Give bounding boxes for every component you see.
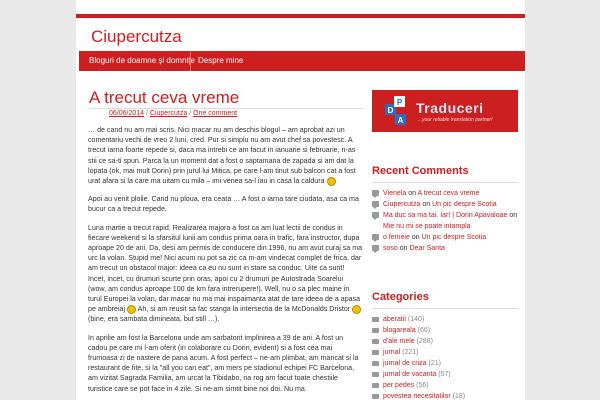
list-item: blogareala (66): [372, 325, 522, 336]
comment-post-link[interactable]: A trecut ceva vreme: [417, 190, 480, 197]
post-comments-link[interactable]: One comment: [193, 110, 238, 117]
categories-title: Categories: [372, 291, 429, 303]
comment-icon: [372, 234, 379, 240]
list-item: jurnal de criza (21): [372, 358, 522, 369]
post-paragraph: In aprilie am fost la Barcelona unde am sarbatorit implinirea a 39 de ani. A fost un cadou pe care mi l-am oferit (in colaborare cu Dorin, evident) si a fost cea mai frumoasa zi de nastere de pana acum. A fost perfect – ne-am plimbat, am mancat si la restaurant de fite, si la "all you can eat", am mers pe stadionul echipei FC Barcelona, am vizitat Sagrada Familia, am urcat la Tibidabo, na rog am facut toate chestiile turistice care se pot face in 4 zile. Si ne-am simtit bine noi doi. Nu ma: [88, 333, 359, 393]
post-author-link[interactable]: Ciupercutza: [149, 110, 188, 117]
comment-author-link[interactable]: soso: [383, 245, 398, 252]
category-link[interactable]: jurnal de vacanta: [383, 371, 437, 378]
category-link[interactable]: jurnal: [383, 349, 401, 356]
comment-icon: [372, 190, 379, 196]
folder-icon: [372, 317, 379, 322]
widget-divider: [372, 182, 518, 183]
meta-separator: /: [189, 110, 192, 117]
list-item: o femeie on Un pic despre Scotia: [372, 232, 522, 243]
folder-icon: [372, 361, 379, 366]
main-navigation: [79, 51, 525, 71]
post-paragraph: Luna martie a trecut rapid. Realizarea majora a fost ca am luat lectii de condus in fiecare weekend si la sfarsitul lunii am condus prima oara in trafic, fara instructor, dupa aproape 20 de ani. Da, desi am permis de conducere din 1996, nu am avut curaj sa ma urc la volan. Stupid me! Nici acum nu pot sa zic ca m-am vindecat complet de frica, dar am trecut un obstacol major: ideea ca eu nu sunt in stare sa conduc. Uite ca sunt! Incet, incet, cu drumuri scurte prin oras, apoi cu 2 drumuri pe Autostrada Soarelui (wow, am condus aproape 100 de km fara intrerupere!). Well, nu o sa plec maine in turul Europei la volan, dar macar nu ma mai inspaimanta atat de tare ideea de a apasa pe ambreiaj Ah, si am reusit sa fac stanga la intersectia de la McDonalds Dristor (bine, era sambata dimineata, but still …).: [88, 223, 363, 324]
category-link[interactable]: blogareala: [383, 327, 416, 334]
post-title[interactable]: A trecut ceva vreme: [89, 88, 240, 107]
post-paragraph: … de cand nu am mai scris. Nici macar nu am deschis blogul – am aprobat azi un comentariu vechi de vreo 2 luni, cred. Pur si simplu nu am avut chef sa povestesc. A trecut iarna foarte repede si, daca ma intrebi ce am facut in ianuarie si februarie, n-as stii ce sa-ti spun. Parca la un moment dat a fost o saptamana de zapada si am dat la lopata (ok, mai mult Dorin) prin jurul lui Mitica, pe care l-am tinut sub balcon cat a fost urat afara si la care ma uitam cu mila – imi venea sa-l iau in casa la caldura: [88, 126, 356, 186]
site-title[interactable]: Ciupercutza: [91, 27, 182, 46]
list-item: per pedes (56): [372, 380, 522, 391]
recent-comments-title: Recent Comments: [372, 165, 469, 177]
logo-letter: D: [387, 106, 394, 115]
list-item: aberatii (140): [372, 314, 522, 325]
list-item: povestea necesitatilor (18): [372, 391, 522, 400]
category-link[interactable]: per pedes: [383, 382, 415, 389]
comment-post-link[interactable]: Mie nu mi se poate intampla: [383, 223, 471, 230]
list-item: Ma duc sa ma tai. Iar! | Dorin Apavaloae on Mie nu mi se poate intampla: [372, 210, 522, 232]
post-date-link[interactable]: 06/06/2014: [109, 110, 145, 117]
page: [76, 0, 525, 400]
category-link[interactable]: jurnal de criza: [383, 360, 427, 367]
post-content: [88, 125, 363, 400]
nav-item-bloguri[interactable]: Bloguri de doamne și domnițe: [89, 56, 195, 65]
recent-comments-list: [372, 188, 522, 254]
ad-tagline: ...your reliable translation partner!: [418, 117, 493, 123]
post-title-divider: [89, 108, 363, 109]
categories-list: [372, 314, 522, 400]
post-paragraph: Apoi au venit ploile. Cand nu ploua, era ceata … A fost o iarna tare ciudata, asa ca ma bucur ca a trecut repede.: [88, 195, 359, 214]
list-item: jurnal (221): [372, 347, 522, 358]
folder-icon: [372, 339, 379, 344]
dpa-logo-icon: [385, 96, 415, 126]
category-link[interactable]: povestea necesitatilor: [383, 393, 451, 400]
comment-post-link[interactable]: Un pic despre Scotia: [432, 201, 497, 208]
smiley-icon: [352, 305, 361, 314]
folder-icon: [372, 394, 379, 399]
list-item: d'ale mele (288): [372, 336, 522, 347]
folder-icon: [372, 350, 379, 355]
list-item: Ciupercutza on Un pic despre Scotia: [372, 199, 522, 210]
folder-icon: [372, 328, 379, 333]
smiley-icon: [327, 177, 336, 186]
comment-author-link[interactable]: Ma duc sa ma tai. Iar! | Dorin Apavaloae: [383, 212, 508, 219]
post-meta: [109, 110, 237, 117]
widget-divider: [372, 308, 518, 309]
top-accent-bar: [76, 14, 525, 18]
comment-icon: [372, 212, 379, 218]
comment-icon: [372, 201, 379, 207]
list-item: soso on Dear Santa: [372, 243, 522, 254]
comment-icon: [372, 245, 379, 251]
smiley-icon: [127, 305, 136, 314]
list-item: Vienela on A trecut ceva vreme: [372, 188, 522, 199]
category-link[interactable]: d'ale mele: [383, 338, 415, 345]
list-item: jurnal de vacanta (57): [372, 369, 522, 380]
logo-letter: P: [396, 98, 403, 107]
category-link[interactable]: aberatii: [383, 316, 406, 323]
meta-separator: /: [146, 110, 148, 117]
comment-author-link[interactable]: Vienela: [383, 190, 407, 197]
ad-brand: Traduceri: [416, 100, 484, 116]
traduceri-ad-banner[interactable]: [372, 90, 518, 132]
comment-author-link[interactable]: o femeie: [383, 234, 410, 241]
folder-icon: [372, 383, 379, 388]
comment-post-link[interactable]: Dear Santa: [409, 245, 445, 252]
folder-icon: [372, 372, 379, 377]
comment-author-link[interactable]: Ciupercutza: [383, 201, 421, 208]
comment-post-link[interactable]: Un pic despre Scotia: [421, 234, 487, 241]
logo-letter: A: [397, 116, 404, 125]
nav-item-despre-mine[interactable]: Despre mine: [190, 51, 250, 71]
